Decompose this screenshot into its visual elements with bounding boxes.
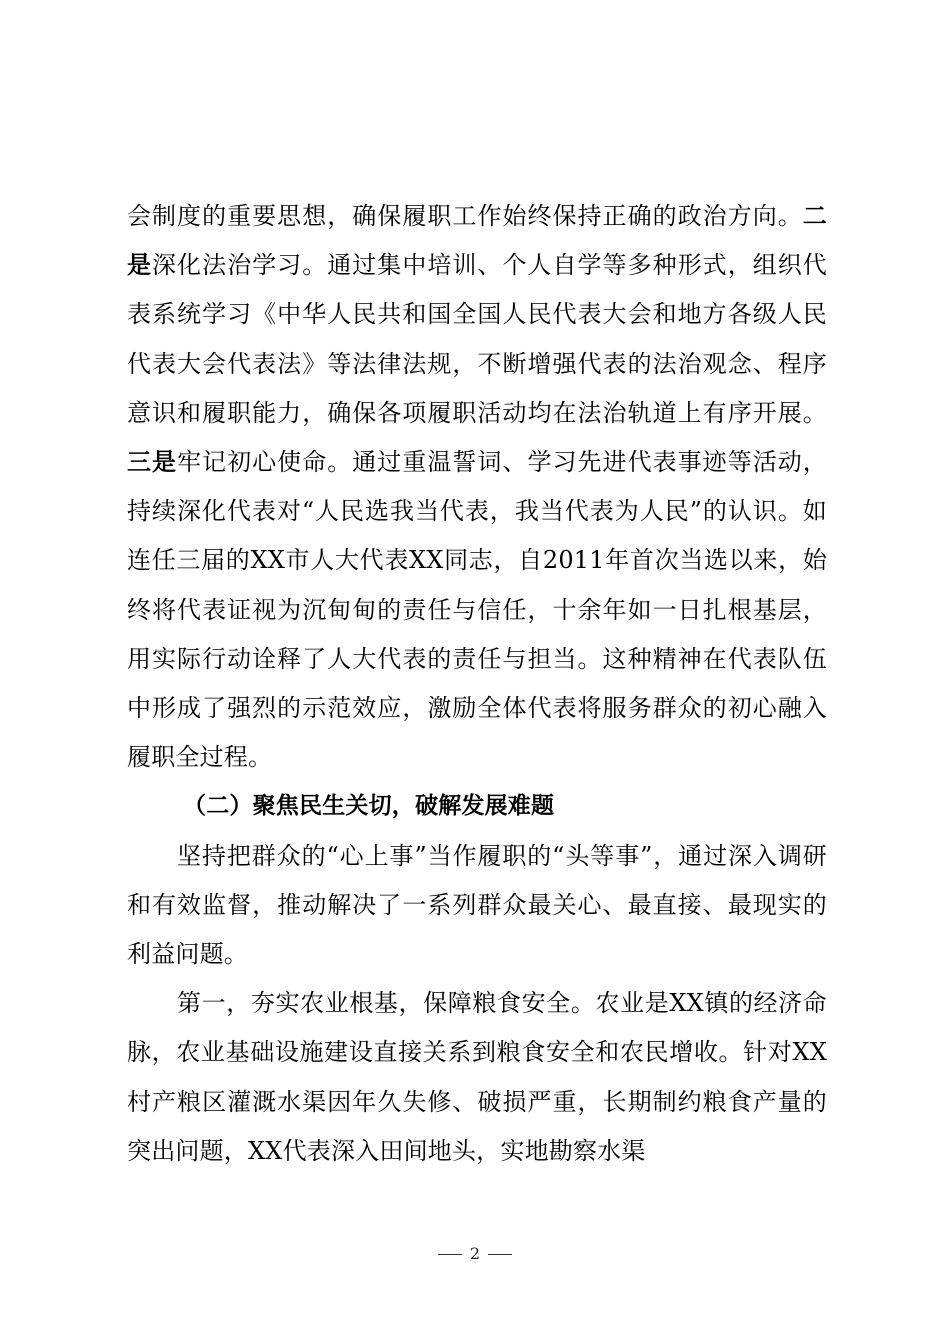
point-three-lead: 三是 [127, 448, 178, 477]
page-footer [0, 1244, 950, 1263]
point-two-text: 深化法治学习。通过集中培训、个人自学等多种形式，组织代表系统学习《中华人民共和国全国人民代表大会和地方各级人民代表大会代表法》等法律法规，不断增强代表的法治观念、程序意识和履职能力，确保各项履职活动均在法治轨道上有序开展。 [127, 251, 827, 427]
paragraph-first-item: 第一，夯实农业根基，保障粮食安全。农业是XX镇的经济命脉，农业基础设施建设直接关系到粮食安全和农民增收。针对XX村产粮区灌溉水渠因年久失修、破损严重，长期制约粮食产量的突出问题，XX代表深入田间地头，实地勘察水渠 [127, 989, 827, 1165]
paragraph-text: 会制度的重要思想，确保履职工作始终保持正确的政治方向。 [127, 202, 803, 230]
paragraph-continued-1 [127, 192, 827, 782]
point-three-text: 牢记初心使命。通过重温誓词、学习先进代表事迹等活动，持续深化代表对“人民选我当代表，我当代表为人民”的认识。如连任三届的XX市人大代表XX同志，自2011年首次当选以来，始终将代表证视为沉甸甸的责任与信任，十余年如一日扎根基层，用实际行动诠释了人大代表的责任与担当。这种精神在代表队伍中形成了强烈的示范效应，激励全体代表将服务群众的初心融入履职全过程。 [127, 448, 827, 772]
document-body [127, 192, 827, 1176]
point-two-lead: 二是 [127, 202, 827, 280]
footer-dash-right [488, 1254, 512, 1255]
footer-dash-left [438, 1254, 462, 1255]
section-heading: （二）聚焦民生关切，破解发展难题 [183, 793, 555, 820]
page-number: 2 [469, 1244, 481, 1263]
paragraph-intro: 坚持把群众的“心上事”当作履职的“头等事”，通过深入调研和有效监督，推动解决了一系列群众最关心、最直接、最现实的利益问题。 [127, 841, 827, 969]
